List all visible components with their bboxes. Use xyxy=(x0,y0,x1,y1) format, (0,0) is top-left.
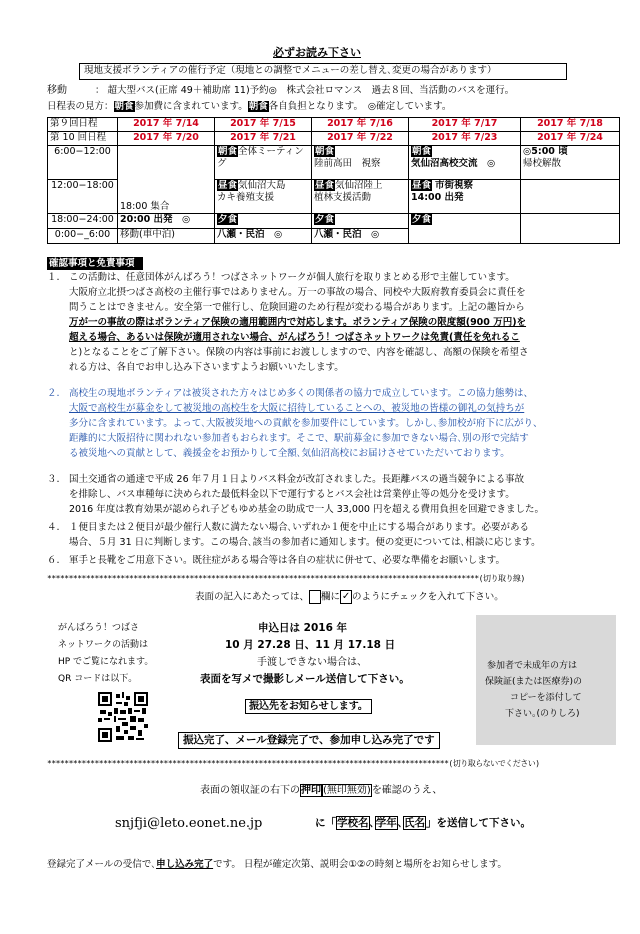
date-cell: 2017 年 7/18 xyxy=(521,118,620,132)
item-line: 国土交通省の通達で平成 26 年７月１日よりバス料金が改訂されました。長距離バスの過当競争による事故 xyxy=(69,474,525,485)
meal-badge: 昼食 xyxy=(412,180,432,191)
receipt-post: を確認のうえ、 xyxy=(371,785,443,796)
date-cell: 2017 年 7/20 xyxy=(118,132,215,146)
school-name-label: 学校名 xyxy=(337,817,369,829)
item-line: 大阪府立北摂つばさ高校の主催行事ではありません。万一の事故の場合、同校や大阪府教育委員会に責任を xyxy=(69,287,526,298)
cell-text: 気仙沼高校交流 ◎ xyxy=(411,158,496,169)
notice-title: 確認事項と免責事項 xyxy=(49,258,135,269)
empty-checkbox-icon xyxy=(309,590,321,604)
row-label: 第９回日程 xyxy=(48,118,118,132)
meal-badge: 昼食 xyxy=(315,180,335,191)
legend-key-included: 朝食 xyxy=(114,101,134,112)
page-heading: 必ずお読み下さい xyxy=(273,46,361,59)
legend-key-self: 朝食 xyxy=(248,101,268,112)
legend-text-confirmed: ◎確定しています。 xyxy=(367,101,452,112)
date-cell: 2017 年 7/16 xyxy=(312,118,409,132)
qr-code-icon xyxy=(98,692,148,742)
date-cell: 2017 年 7/15 xyxy=(215,118,312,132)
email-post: を送信して下さい。 xyxy=(436,817,531,829)
photo-box-line-3: コピーを添付して xyxy=(510,693,582,703)
date-cell: 2017 年 7/24 xyxy=(521,132,620,146)
cell-text: 市街視察 xyxy=(435,180,474,191)
row-label: 第 10 回日程 xyxy=(48,132,118,146)
left-info-1: がんばろう！つばさ xyxy=(58,623,140,633)
email-to: に xyxy=(315,817,326,829)
item-number: ２. xyxy=(47,388,60,399)
photo-box-line-4: 下さい｡(のりしろ) xyxy=(505,709,580,719)
item-line: 超える場合、あるいは保険が適用されない場合、がんばろう！つばさネットワークは免責(責任を免れるこ xyxy=(69,332,520,343)
deadline: 申込日は 2016 年 xyxy=(258,622,348,634)
legend-text-included: 参加費に含まれています。 xyxy=(134,101,248,112)
item-line: 万が一の事故の際はボランティア保険の適用範囲内で対応します。ボランティア保険の限度額(900 万円)を xyxy=(69,317,527,328)
footer-note xyxy=(47,858,507,871)
cut-line: ****************************************************************************************************(切り取り線) xyxy=(47,574,525,583)
footer-post: です。 日程が確定次第、説明会①②の時刻と場所をお知らせします。 xyxy=(213,859,507,870)
legend xyxy=(47,100,451,113)
notice-item-3 xyxy=(47,472,619,517)
cell-text: カキ養殖支援 xyxy=(217,192,275,203)
left-info-4: QR コードは以下。 xyxy=(58,674,138,684)
date-cell: 2017 年 7/22 xyxy=(312,132,409,146)
item-line: 問うことはできません。安全第一で催行し、危険回避のため行程が変わる場合があります。上記の趣旨から xyxy=(69,302,525,313)
schedule-cell xyxy=(409,180,521,214)
move-label: 移動 xyxy=(47,85,67,96)
schedule-cell xyxy=(409,146,521,180)
subheading: 現地支援ボランティアの催行予定（現地との調整でメニューの差し替え､変更の場合があります） xyxy=(84,65,497,76)
row-label: 18:00−24:00 xyxy=(48,214,118,229)
meal-badge: 夕食 xyxy=(412,214,432,225)
schedule-cell: 八瀬・民泊 ◎ xyxy=(215,229,312,244)
deadline-dates: 10 月 27.28 日、11 月 17.18 日 xyxy=(225,639,396,651)
meal-badge: 朝食 xyxy=(218,146,238,157)
schedule-cell xyxy=(521,180,620,214)
item-line: と)となることをご了解下さい。保険の内容は事前にお渡ししますので、内容を確認し、高額の保険を希望さ xyxy=(69,347,529,358)
schedule-cell xyxy=(215,180,312,214)
schedule-cell xyxy=(312,214,409,229)
item-line: れる方は、各自でお申し込み下さいますようお願いいたします。 xyxy=(69,362,344,373)
checked-checkbox-icon: ✓ xyxy=(341,591,351,602)
item-line: 高校生の現地ボランティアは被災された方々はじめ多くの関係者の協力で成立しています。この協力態勢は、 xyxy=(69,388,533,399)
schedule-cell xyxy=(521,214,620,244)
receipt-instruction xyxy=(200,784,442,797)
legend-text-self: 各自負担となります。 xyxy=(268,101,359,112)
schedule-cell xyxy=(118,146,215,214)
bank-notice: 振込先をお知らせします。 xyxy=(245,699,372,714)
photo-mail-instruction: 表面を写メで撮影しメール送信して下さい。 xyxy=(200,673,410,685)
cell-text: 14:00 出発 xyxy=(411,192,464,203)
seal-label: 押印 xyxy=(301,785,321,796)
item-line: る被災地への貢献として、義援金をお預かりして全額､気仙沼高校にお届けさせていただいております。 xyxy=(69,448,510,459)
meal-badge: 昼食 xyxy=(218,180,238,191)
cell-text: 植林支援活動 xyxy=(314,192,372,203)
row-label: 0:00−_6:00 xyxy=(48,229,118,244)
checkbox-note xyxy=(195,590,504,604)
notice-item-6 xyxy=(47,553,619,568)
item-line: この活動は、任意団体がんばろう！つばさネットワークが個人旅行を取りまとめる形で主催しています。 xyxy=(69,272,515,283)
item-line: 大阪で高校生が募金をして被災地の高校生を大阪に招待していることへの、被災地の皆様の御礼の気持ちが xyxy=(69,403,525,414)
row-label: 12:00−18:00 xyxy=(48,180,118,214)
completion-notice: 振込完了、メール登録完了で、参加申し込み完了です xyxy=(178,732,440,749)
schedule-cell xyxy=(409,214,521,244)
checkbox-note-pre: 表面の記入にあたっては、 xyxy=(195,591,310,603)
grade-label: 学年 xyxy=(375,817,397,829)
notice-item-4 xyxy=(47,520,619,550)
cell-text: 気仙沼大島 xyxy=(238,180,286,191)
photo-box-line-2: 保険証(または医療券)の xyxy=(485,677,583,687)
date-cell: 2017 年 7/17 xyxy=(409,118,521,132)
item-number: ３. xyxy=(47,474,60,485)
left-info-3: HP でご覧になれます。 xyxy=(58,657,154,667)
schedule-cell xyxy=(215,146,312,180)
item-line: 距離的に大阪招待に関われない参加者もおられます。そこで、駅前募金に参加できない場合､別の形で完結す xyxy=(69,433,529,444)
date-cell: 2017 年 7/21 xyxy=(215,132,312,146)
cell-text: 陸前高田 視察 xyxy=(314,158,381,169)
full-name-label: 氏名 xyxy=(404,817,425,829)
seal-invalid-label: (無印無効) xyxy=(323,785,371,796)
item-line: １便目または２便目が最少催行人数に満たない場合､いずれか１便を中止にする場合があります。必要がある xyxy=(69,522,529,533)
item-line: 場合、５月 31 日に判断します。この場合､該当の参加者に通知します。便の変更については､相談に応じます。 xyxy=(69,537,541,548)
item-number: ６. xyxy=(47,555,60,566)
item-number: １. xyxy=(47,272,60,283)
cell-text: 18:00 集合 xyxy=(120,201,170,212)
checkbox-note-mid: 欄に xyxy=(321,591,341,603)
left-info-2: ネットワークの活動は xyxy=(58,640,149,650)
handover-note: 手渡しできない場合は、 xyxy=(257,657,367,668)
row-label: 6:00−12:00 xyxy=(48,146,118,180)
notice-item-2 xyxy=(47,386,619,461)
item-number: ４. xyxy=(47,522,60,533)
schedule-cell: 八瀬・民泊 ◎ xyxy=(312,229,409,244)
item-line: 軍手と長靴をご用意下さい。既往症がある場合等は各自の症状に併せて、必要な準備をお願いします。 xyxy=(69,555,506,566)
email-instruction: に「学校名､学年､氏名」を送信して下さい。 xyxy=(315,817,531,829)
cell-text: 全体ミーティング xyxy=(217,146,304,169)
schedule-cell xyxy=(521,146,620,180)
schedule-cell xyxy=(312,180,409,214)
checkbox-note-post: のようにチェックを入れて下さい。 xyxy=(352,591,504,603)
legend-label: 日程表の見方： xyxy=(47,101,114,112)
receipt-pre: 表面の領収証の右下の xyxy=(200,785,300,796)
meal-badge: 朝食 xyxy=(412,146,432,157)
schedule-table xyxy=(47,117,620,244)
move-text: ： 超大型バス(正席 49＋補助席 11)予約◎ 株式会社ロマンス 過去８回、当活動のバスを運行。 xyxy=(95,85,515,96)
schedule-cell xyxy=(312,146,409,180)
schedule-cell: 移動(車中泊) xyxy=(118,229,215,244)
cell-text: 帰校解散 xyxy=(523,158,562,169)
meal-badge: 夕食 xyxy=(218,214,238,225)
schedule-cell xyxy=(215,214,312,229)
meal-badge: 夕食 xyxy=(315,214,335,225)
item-line: 多分に含まれています。よって､大阪被災地への貢献を参加要件にしています。しかし､参加校が府下に広がり、 xyxy=(69,418,543,429)
date-cell: 2017 年 7/23 xyxy=(409,132,521,146)
footer-pre: 登録完了メールの受信で､ xyxy=(47,859,157,870)
meal-badge: 朝食 xyxy=(315,146,335,157)
email-address[interactable]: snjfji@leto.eonet.ne.jp xyxy=(115,816,263,831)
item-line: 2016 年度は教育効果が認められ子どもゆめ基金の助成で一人 33,000 円を超える費用負担を回避できました。 xyxy=(69,504,544,515)
photo-box-line-1: 参加者で未成年の方は xyxy=(487,661,578,671)
cell-text: 気仙沼陸上 xyxy=(335,180,383,191)
date-cell: 2017 年 7/14 xyxy=(118,118,215,132)
schedule-cell: 20:00 出発 ◎ xyxy=(118,214,215,229)
notice-item-1 xyxy=(47,270,619,375)
item-line: を排除し、バス車種毎に決められた最低料金以下で運行するとバス会社は営業停止等の処分を受けます。 xyxy=(69,489,515,500)
cell-text: ◎5:00 頃 xyxy=(523,146,568,157)
no-cut-line: *********************************************************************************************(切り取らないでください) xyxy=(47,759,540,768)
footer-emphasis: 申し込み完了 xyxy=(156,859,214,870)
